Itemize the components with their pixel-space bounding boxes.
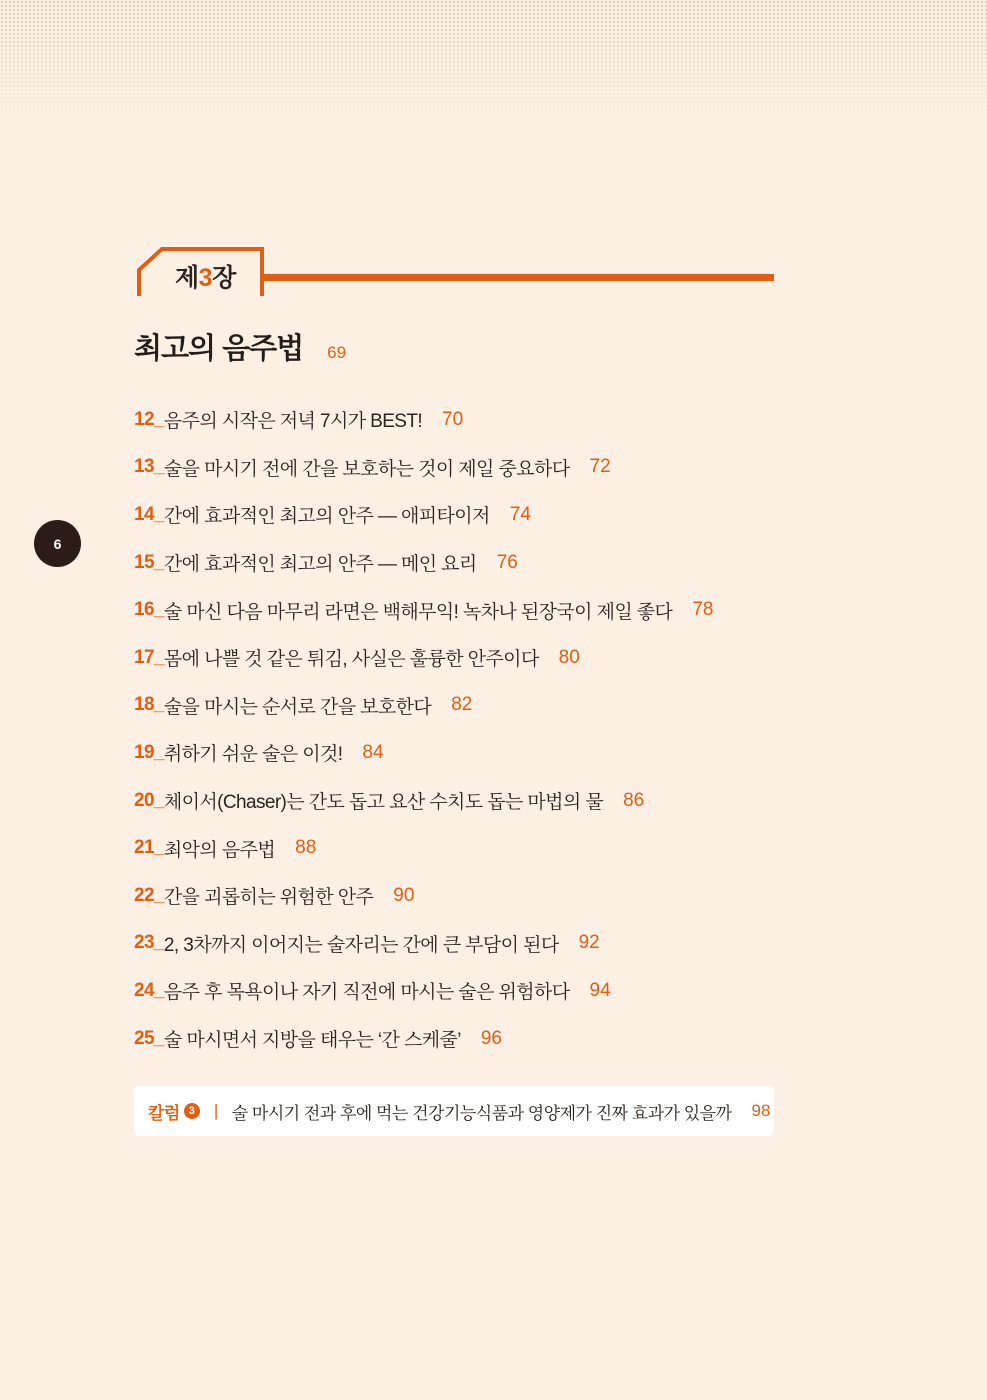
toc-item[interactable] — [134, 1015, 834, 1063]
chapter-number: 3 — [198, 264, 213, 292]
toc-list — [134, 396, 834, 1062]
toc-item-page: 72 — [589, 456, 611, 478]
toc-item-title: 최악의 음주법 — [163, 839, 276, 861]
toc-item-title: 2, 3차까지 이어지는 술자리는 간에 큰 부담이 된다 — [163, 934, 559, 956]
toc-item-number: 22_ — [134, 884, 164, 906]
toc-item-number: 18_ — [134, 694, 164, 716]
toc-item[interactable] — [134, 539, 834, 587]
toc-item[interactable] — [134, 491, 834, 539]
toc-item-title: 술 마시면서 지방을 태우는 ‘간 스케줄’ — [163, 1030, 461, 1052]
toc-item-number: 15_ — [134, 551, 164, 573]
chapter-prefix: 제 — [175, 264, 199, 292]
chapter-title-text: 최고의 음주법 — [134, 333, 304, 365]
column-entry[interactable] — [134, 1086, 774, 1136]
toc-item-page: 86 — [623, 789, 645, 811]
toc-item-number: 24_ — [134, 979, 164, 1001]
toc-item[interactable] — [134, 396, 834, 444]
toc-item-title: 체이서(Chaser)는 간도 돕고 요산 수치도 돕는 마법의 물 — [163, 792, 604, 814]
toc-item-title: 술을 마시기 전에 간을 보호하는 것이 제일 중요하다 — [163, 458, 570, 480]
toc-item-page: 80 — [558, 646, 580, 668]
toc-item[interactable] — [134, 586, 834, 634]
toc-item-page: 74 — [509, 503, 531, 525]
toc-item-page: 88 — [295, 837, 317, 859]
chapter-title — [134, 326, 346, 367]
toc-item-title: 음주의 시작은 저녁 7시가 BEST! — [163, 411, 423, 433]
column-label: 칼럼 — [148, 1103, 180, 1123]
toc-item-title: 간에 효과적인 최고의 안주 — 애피타이저 — [163, 506, 490, 528]
chapter-title-page: 69 — [327, 343, 347, 362]
column-separator: | — [213, 1101, 218, 1120]
toc-item-page: 90 — [393, 884, 415, 906]
toc-item-page: 92 — [578, 932, 600, 954]
column-number-badge: 3 — [184, 1103, 200, 1119]
toc-item[interactable] — [134, 920, 834, 968]
toc-item-title: 몸에 나쁠 것 같은 튀김, 사실은 훌륭한 안주이다 — [163, 649, 539, 671]
toc-item[interactable] — [134, 682, 834, 730]
toc-item-page: 82 — [451, 694, 473, 716]
toc-item-page: 70 — [442, 408, 464, 430]
toc-item[interactable] — [134, 872, 834, 920]
toc-item[interactable] — [134, 824, 834, 872]
toc-item-title: 술 마신 다음 마무리 라면은 백해무익! 녹차나 된장국이 제일 좋다 — [163, 601, 673, 623]
toc-item-number: 13_ — [134, 456, 164, 478]
toc-item[interactable] — [134, 729, 834, 777]
toc-item-title: 취하기 쉬운 술은 이것! — [163, 744, 343, 766]
toc-item-number: 12_ — [134, 408, 164, 430]
toc-item-number: 14_ — [134, 503, 164, 525]
column-title: 술 마시기 전과 후에 먹는 건강기능식품과 영양제가 진짜 효과가 있을까 — [231, 1103, 732, 1123]
column-page: 98 — [751, 1101, 771, 1120]
toc-item[interactable] — [134, 444, 834, 492]
toc-item-number: 17_ — [134, 646, 164, 668]
toc-item-title: 술을 마시는 순서로 간을 보호한다 — [163, 696, 432, 718]
toc-item-title: 간에 효과적인 최고의 안주 — 메인 요리 — [163, 554, 477, 576]
toc-item-title: 간을 괴롭히는 위험한 안주 — [163, 887, 374, 909]
toc-item-page: 84 — [362, 741, 384, 763]
toc-item-page: 76 — [496, 551, 518, 573]
toc-item[interactable] — [134, 634, 834, 682]
toc-item-number: 23_ — [134, 932, 164, 954]
page-number-badge: 6 — [34, 520, 81, 567]
toc-item-number: 25_ — [134, 1027, 164, 1049]
chapter-label — [175, 258, 236, 294]
toc-item-title: 음주 후 목욕이나 자기 직전에 마시는 술은 위험하다 — [163, 982, 570, 1004]
toc-item-page: 96 — [480, 1027, 502, 1049]
toc-item-number: 20_ — [134, 789, 164, 811]
toc-item-number: 16_ — [134, 599, 164, 621]
chapter-suffix: 장 — [212, 264, 236, 292]
toc-item-number: 21_ — [134, 837, 164, 859]
toc-item-number: 19_ — [134, 741, 164, 763]
toc-item[interactable] — [134, 777, 834, 825]
toc-item-page: 94 — [589, 979, 611, 1001]
dotted-header-texture — [0, 0, 987, 120]
toc-item[interactable] — [134, 967, 834, 1015]
toc-item-page: 78 — [692, 599, 714, 621]
